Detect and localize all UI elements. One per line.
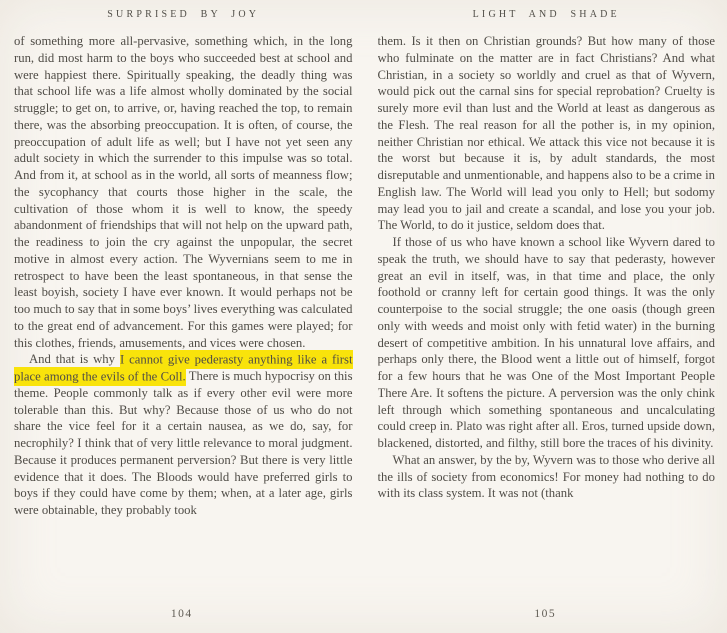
- paragraph: [378, 452, 716, 502]
- page-right-body-text: [378, 33, 716, 593]
- page-left-body-text: [14, 33, 353, 593]
- page-number-left: 104: [170, 608, 193, 620]
- text-segment: What an answer, by the by, Wyvern was to those who derive all the ills of society from economics! For money had nothing to do with its class system. It was not (thank: [377, 452, 715, 501]
- paragraph: [378, 33, 716, 234]
- running-head-right: LIGHT AND SHADE: [472, 9, 620, 20]
- paragraph: [378, 234, 716, 452]
- text-segment: them. Is it then on Christian grounds? But how many of those who fulminate on the matter are in fact Christians? And what Christian, in a society so worldly and cruel as that of Wyvern, would pick out the carnal sins for special reprobation? Cruelty is surely more evil than lust and the World at least as dangerous as the Flesh. The real reason for all the pother is, in my opinion, neither Christian nor ethical. We attack this vice not because it is the worst but because it is, by adult standards, the most disreputable and unmentionable, and happens also to be a crime in English law. The World will lead you only to Hell; but sodomy may lead you to jail and create a scandal, and lose you your job. The World, to do it justice, seldom does that.: [377, 34, 715, 233]
- page-right: [364, 0, 727, 633]
- running-head-left: SURPRISED BY JOY: [107, 9, 260, 20]
- text-segment: If those of us who have known a school like Wyvern dared to speak the truth, we should have to say that pederasty, however great an evil in itself, was, in that time and place, the only foothold or cranny left for certain good things. It was the only counterpoise to the social struggle; the one oasis (though green only with weeds and moist only with fetid water) in the burning desert of competitive ambition. In his unnatural love affairs, and perhaps only there, the Blood went a little out of himself, forgot for a few hours that he was One of the Most Important People There Are. It softens the picture. A perversion was the only chink left through which something spontaneous and uncalculating could creep in. Plato was right after all. Eros, turned upside down, blackened, distorted, and filthy, still bore the traces of his divinity.: [377, 235, 715, 450]
- page-number-right: 105: [534, 608, 557, 620]
- text-segment: of something more all-pervasive, something which, in the long run, did most harm to the boys who succeeded best at school and were happiest there. Spiritually speaking, the deadly thing was that school life was a life almost wholly dominated by the social struggle; to get on, to arrive, or, having reached the top, to remain there, was the absorbing preoccupation. It is often, of course, the preoccupation of adult life as well; but I have not yet seen any adult society in which the surrender to this impulse was so total. And from it, at school as in the world, all sorts of meanness flow; the sycophancy that courts those higher in the scale, the cultivation of those whom it is well to know, the speedy abandonment of friendships that will not help on the upward path, the readiness to join the cry against the unpopular, the secret motive in almost every action. The Wyvernians seem to me in retrospect to have been the least spontaneous, in that sense the least boyish, society I have ever known. It would perhaps not be too much to say that in some boys’ lives everything was calculated to the great end of advancement. For this games were played; for this clothes, friends, amusements, and vices were chosen.: [14, 34, 353, 350]
- text-segment: And that is why: [29, 352, 120, 367]
- highlighted-passage: I cannot give pederasty anything like a first place among the evils of the Coll.: [14, 350, 353, 386]
- text-segment: There is much hypocrisy on this theme. People commonly talk as if every other evil were more tolerable than this. But why? Because those of us who do not share the vice feel for it a certain nausea, as we do, say, for necrophily? I think that of very little relevance to moral judgment. Because it produces permanent perversion? But there is very little evidence that it does. The Bloods would have preferred girls to boys if they could have come by them; when, at a later age, girls were obtainable, they probably took: [14, 369, 353, 517]
- paragraph: [14, 33, 353, 351]
- paragraph: [14, 351, 353, 519]
